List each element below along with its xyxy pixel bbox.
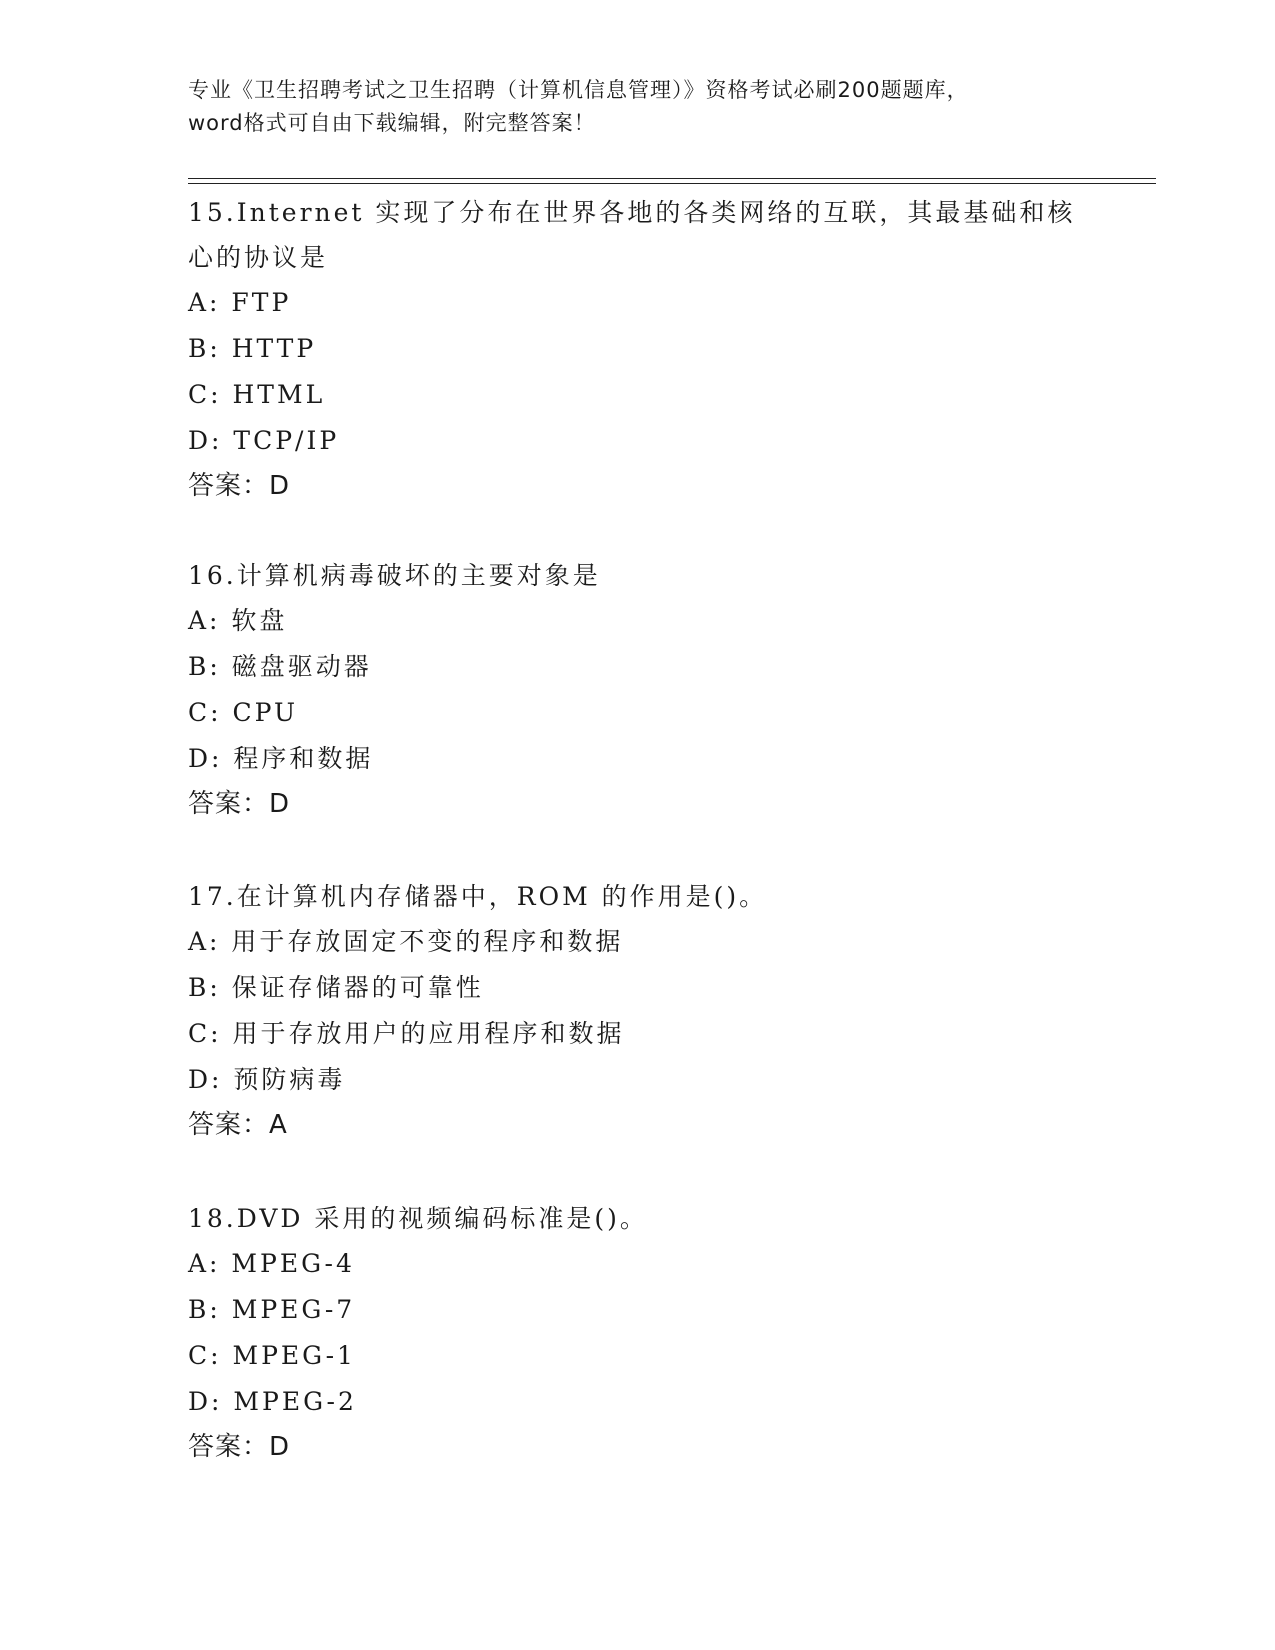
- answer-line: 答案：D: [188, 789, 291, 819]
- option-c: C: HTML: [188, 380, 326, 409]
- header-line-1: 专业《卫生招聘考试之卫生招聘（计算机信息管理）》资格考试必刷200题题库，: [188, 78, 969, 102]
- header-divider-top: [188, 178, 1156, 179]
- option-b: B: 磁盘驱动器: [188, 652, 372, 681]
- option-a: A: 用于存放固定不变的程序和数据: [188, 927, 624, 956]
- question-text: 15.Internet 实现了分布在世界各地的各类网络的互联，其最基础和核心的协议是: [188, 198, 1076, 272]
- answer-line: 答案：D: [188, 471, 291, 501]
- answer-line: 答案：D: [188, 1432, 291, 1462]
- option-b: B: MPEG-7: [188, 1295, 356, 1324]
- option-c: C: MPEG-1: [188, 1341, 356, 1370]
- question-18: [188, 1196, 1088, 1469]
- option-d: D: TCP/IP: [188, 426, 340, 455]
- header-divider-bottom: [188, 183, 1156, 184]
- option-c: C: CPU: [188, 698, 299, 727]
- question-16: [188, 553, 1088, 826]
- answer-line: 答案：A: [188, 1110, 288, 1140]
- question-text: 18.DVD 采用的视频编码标准是()。: [188, 1204, 648, 1233]
- option-c: C: 用于存放用户的应用程序和数据: [188, 1019, 625, 1048]
- option-a: A: MPEG-4: [188, 1249, 355, 1278]
- header-line-2: word格式可自由下载编辑，附完整答案！: [188, 111, 596, 135]
- option-b: B: HTTP: [188, 334, 317, 363]
- option-d: D: 程序和数据: [188, 744, 374, 773]
- option-b: B: 保证存储器的可靠性: [188, 973, 484, 1002]
- question-text: 16.计算机病毒破坏的主要对象是: [188, 561, 601, 590]
- option-d: D: 预防病毒: [188, 1065, 346, 1094]
- document-header: [188, 74, 1088, 140]
- question-15: [188, 190, 1088, 508]
- option-d: D: MPEG-2: [188, 1387, 357, 1416]
- option-a: A: 软盘: [188, 606, 288, 635]
- option-a: A: FTP: [188, 288, 292, 317]
- question-17: [188, 874, 1088, 1147]
- question-text: 17.在计算机内存储器中，ROM 的作用是()。: [188, 882, 768, 911]
